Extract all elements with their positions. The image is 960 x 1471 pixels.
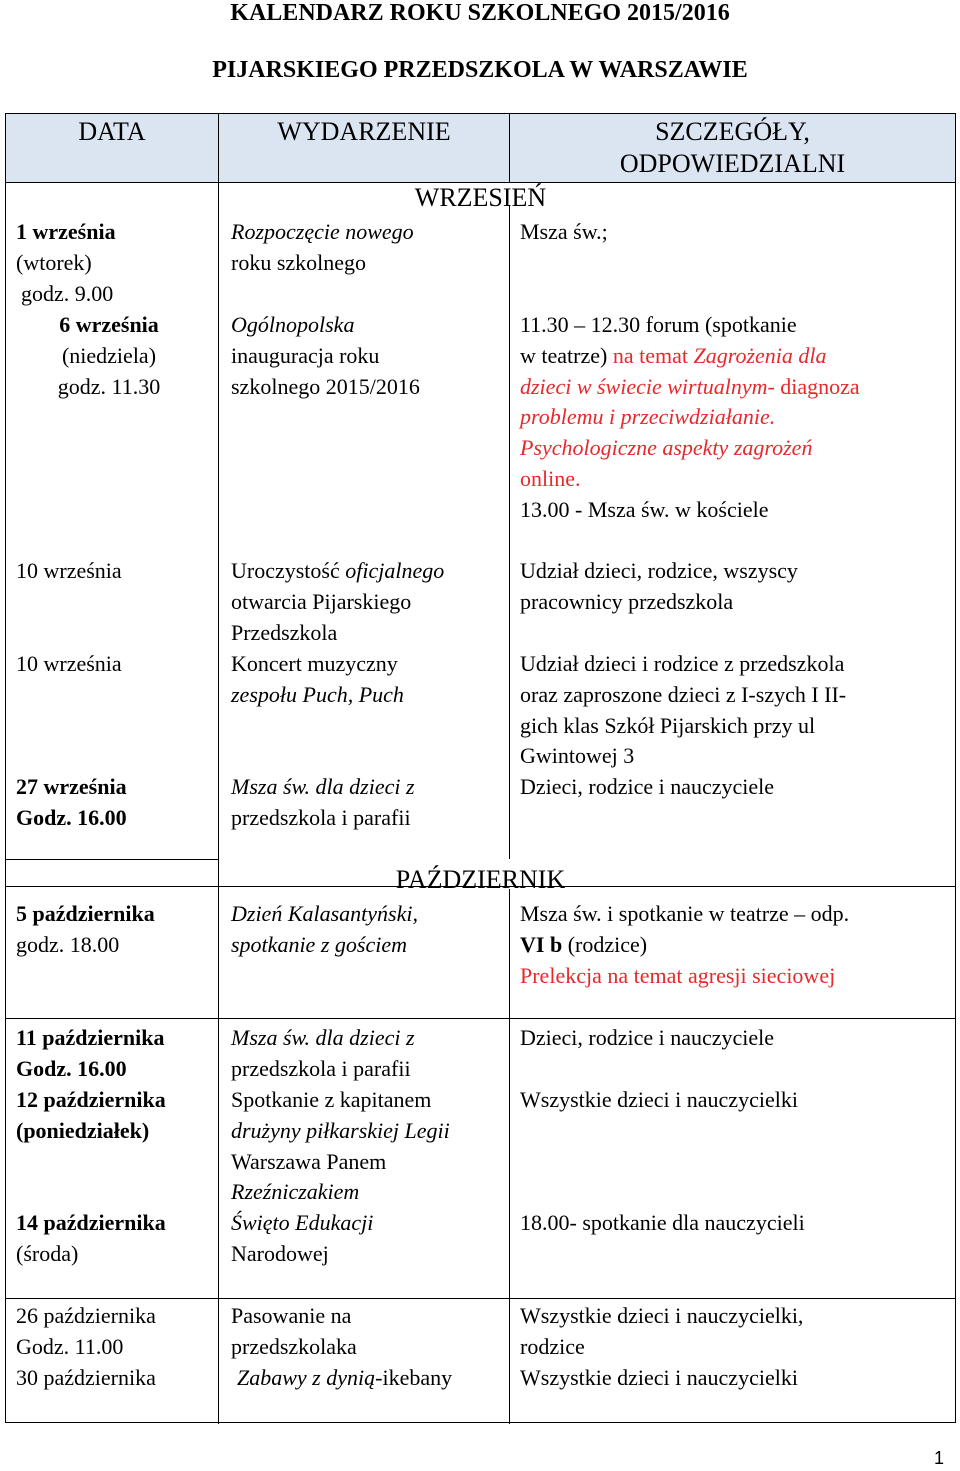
details-cell: Wszystkie dzieci i nauczycielki	[520, 1087, 798, 1112]
event-cell: Rozpoczęcie nowego roku szkolnego	[231, 219, 414, 275]
header-event: WYDARZENIE	[277, 117, 451, 146]
header-date: DATA	[78, 117, 146, 146]
date-cell: 11 października Godz. 16.00	[16, 1025, 165, 1081]
event-cell: Dzień Kalasantyński, spotkanie z gościem	[231, 901, 418, 957]
details-cell: Dzieci, rodzice i nauczyciele	[520, 1025, 775, 1050]
date-cell: 10 września	[16, 558, 122, 583]
calendar-subtitle: PIJARSKIEGO PRZEDSZKOLA W WARSZAWIE	[212, 57, 748, 83]
date-cell: 1 września (wtorek) godz. 9.00	[16, 219, 116, 306]
details-cell: Udział dzieci, rodzice, wszyscy pracownicy przedszkola	[520, 558, 798, 614]
date-cell: 27 września Godz. 16.00	[16, 774, 127, 830]
calendar-title: KALENDARZ ROKU SZKOLNEGO 2015/2016	[230, 0, 730, 26]
event-cell: Msza św. dla dzieci z przedszkola i parafii	[231, 774, 415, 830]
details-cell: Msza św. i spotkanie w teatrze – odp. VI b (rodzice) Prelekcja na temat agresji sieciowej	[520, 901, 850, 988]
calendar-table	[5, 113, 956, 1423]
details-cell: Wszystkie dzieci i nauczycielki	[520, 1365, 798, 1390]
date-cell: 6 września (niedziela) godz. 11.30	[57, 312, 161, 399]
details-cell: 11.30 – 12.30 forum (spotkanie w teatrze) na temat Zagrożenia dla dzieci w świecie wirtualnym- diagnoza problemu i przeciwdziałanie. Psychologiczne aspekty zagrożeń online. 13.00 - Msza św. w kościele	[520, 312, 860, 522]
event-cell: Msza św. dla dzieci z przedszkola i parafii	[231, 1025, 415, 1081]
details-cell: Wszystkie dzieci i nauczycielki, rodzice	[520, 1303, 804, 1359]
table-header	[6, 114, 955, 183]
month-september: WRZESIEŃ	[414, 183, 547, 212]
month-october: PAŹDZIERNIK	[395, 865, 566, 894]
event-cell: Święto Edukacji Narodowej	[231, 1210, 374, 1266]
page-number: 1	[933, 1448, 944, 1468]
event-cell: Zabawy z dynią-ikebany	[237, 1365, 453, 1390]
date-cell: 12 października (poniedziałek)	[16, 1087, 166, 1143]
date-cell: 5 października godz. 18.00	[16, 901, 155, 957]
event-cell: Spotkanie z kapitanem drużyny piłkarskiej Legii Warszawa Panem Rzeźniczakiem	[231, 1087, 450, 1205]
date-cell: 26 października Godz. 11.00	[16, 1303, 156, 1359]
details-cell: Dzieci, rodzice i nauczyciele	[520, 774, 775, 799]
details-cell: Udział dzieci i rodzice z przedszkola oraz zaproszone dzieci z I-szych I II- gich klas Szkół Pijarskich przy ul Gwintowej 3	[520, 651, 847, 769]
header-details: SZCZEGÓŁY, ODPOWIEDZIALNI	[619, 117, 846, 178]
details-cell: 18.00- spotkanie dla nauczycieli	[520, 1210, 805, 1235]
date-cell: 10 września	[16, 651, 122, 676]
details-cell: Msza św.;	[520, 219, 608, 244]
date-cell: 30 października	[16, 1365, 156, 1390]
date-cell: 14 października (środa)	[16, 1210, 166, 1266]
event-cell: Pasowanie na przedszkolaka	[231, 1303, 357, 1359]
event-cell: Uroczystość oficjalnego otwarcia Pijarskiego Przedszkola	[231, 558, 445, 645]
event-cell: Ogólnopolska inauguracja roku szkolnego 2015/2016	[231, 312, 420, 399]
event-cell: Koncert muzyczny zespołu Puch, Puch	[231, 651, 404, 707]
